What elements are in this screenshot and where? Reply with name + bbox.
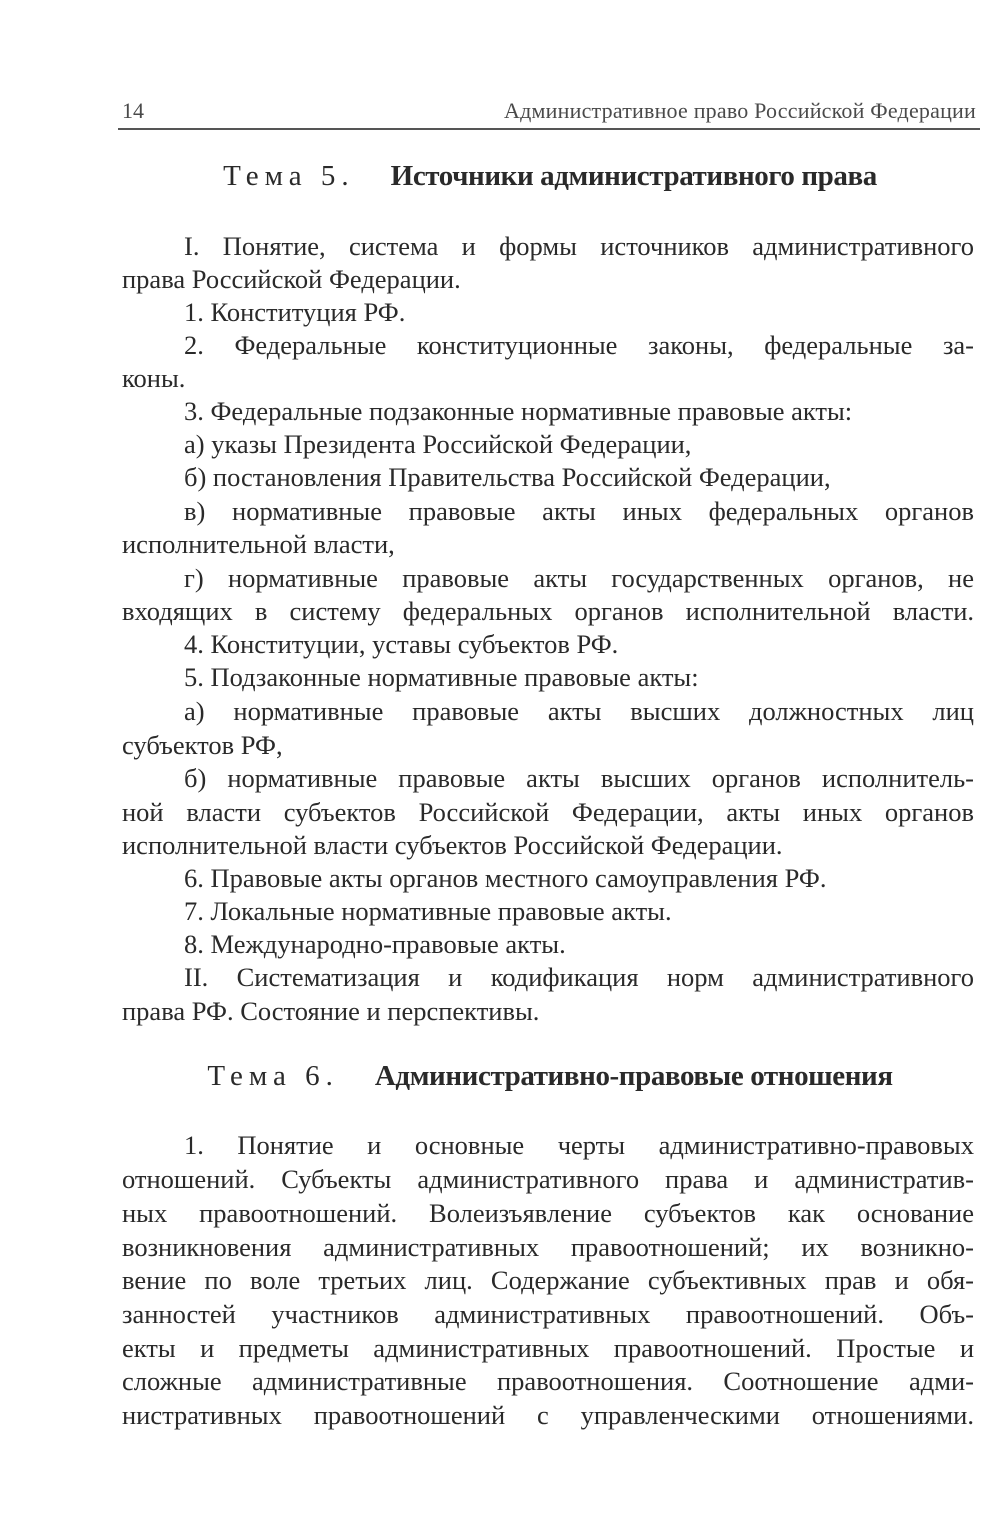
- topic5-title: Источники административного права: [390, 160, 877, 192]
- t6-line: екты и предметы административных правоотношений. Простые и: [122, 1333, 974, 1363]
- topic5-label: Тема 5.: [223, 160, 355, 192]
- t5-line: б) нормативные правовые акты высших органов исполнитель-: [184, 763, 974, 793]
- t5-line: входящих в систему федеральных органов исполнительной власти.: [122, 596, 974, 626]
- topic6-title: Административно-правовые отношения: [374, 1060, 893, 1092]
- t5-line: а) указы Президента Российской Федерации,: [184, 429, 692, 459]
- t5-line: коны.: [122, 363, 186, 393]
- page-number: 14: [122, 98, 144, 123]
- t5-line: исполнительной власти субъектов Российской Федерации.: [122, 830, 783, 860]
- t6-line: сложные административные правоотношения. Соотношение адми-: [122, 1366, 974, 1396]
- t6-line: нистративных правоотношений с управленческими отношениями.: [122, 1400, 974, 1430]
- t5-line: I. Понятие, система и формы источников административного: [184, 231, 974, 261]
- t5-line: 5. Подзаконные нормативные правовые акты:: [184, 662, 699, 692]
- t5-line: II. Систематизация и кодификация норм административного: [184, 962, 974, 992]
- t5-line: г) нормативные правовые акты государственных органов, не: [184, 563, 974, 593]
- topic6-label: Тема 6.: [207, 1060, 339, 1092]
- running-header: [118, 98, 980, 128]
- header-rule: [118, 128, 980, 130]
- t6-line: занностей участников административных правоотношений. Объ-: [122, 1299, 974, 1329]
- t5-line: 1. Конституция РФ.: [184, 297, 406, 327]
- t6-line: вение по воле третьих лиц. Содержание субъективных прав и обя-: [122, 1265, 974, 1295]
- t5-line: 4. Конституции, уставы субъектов РФ.: [184, 629, 619, 659]
- t5-line: 8. Международно-правовые акты.: [184, 929, 566, 959]
- t6-line: ных правоотношений. Волеизъявление субъектов как основание: [122, 1198, 974, 1228]
- t6-line: отношений. Субъекты административного права и административ-: [122, 1164, 974, 1194]
- t6-line: возникновения административных правоотношений; их возникно-: [122, 1232, 974, 1262]
- t5-line: б) постановления Правительства Российской Федерации,: [184, 462, 831, 492]
- t5-line: 3. Федеральные подзаконные нормативные правовые акты:: [184, 396, 853, 426]
- t5-line: в) нормативные правовые акты иных федеральных органов: [184, 496, 974, 526]
- t5-line: 6. Правовые акты органов местного самоуправления РФ.: [184, 863, 827, 893]
- t5-line: 7. Локальные нормативные правовые акты.: [184, 896, 672, 926]
- t5-line: 2. Федеральные конституционные законы, федеральные за-: [184, 330, 974, 360]
- running-title: Административное право Российской Федерации: [504, 98, 976, 123]
- t5-line: субъектов РФ,: [122, 730, 283, 760]
- t5-line: права РФ. Состояние и перспективы.: [122, 996, 540, 1026]
- topic5-heading: [120, 160, 980, 193]
- topic6-heading: [120, 1060, 980, 1093]
- t5-line: ной власти субъектов Российской Федерации, акты иных органов: [122, 797, 974, 827]
- t6-line: 1. Понятие и основные черты административно-правовых: [184, 1130, 974, 1160]
- t5-line: исполнительной власти,: [122, 529, 395, 559]
- t5-line: права Российской Федерации.: [122, 264, 461, 294]
- t5-line: а) нормативные правовые акты высших должностных лиц: [184, 696, 974, 726]
